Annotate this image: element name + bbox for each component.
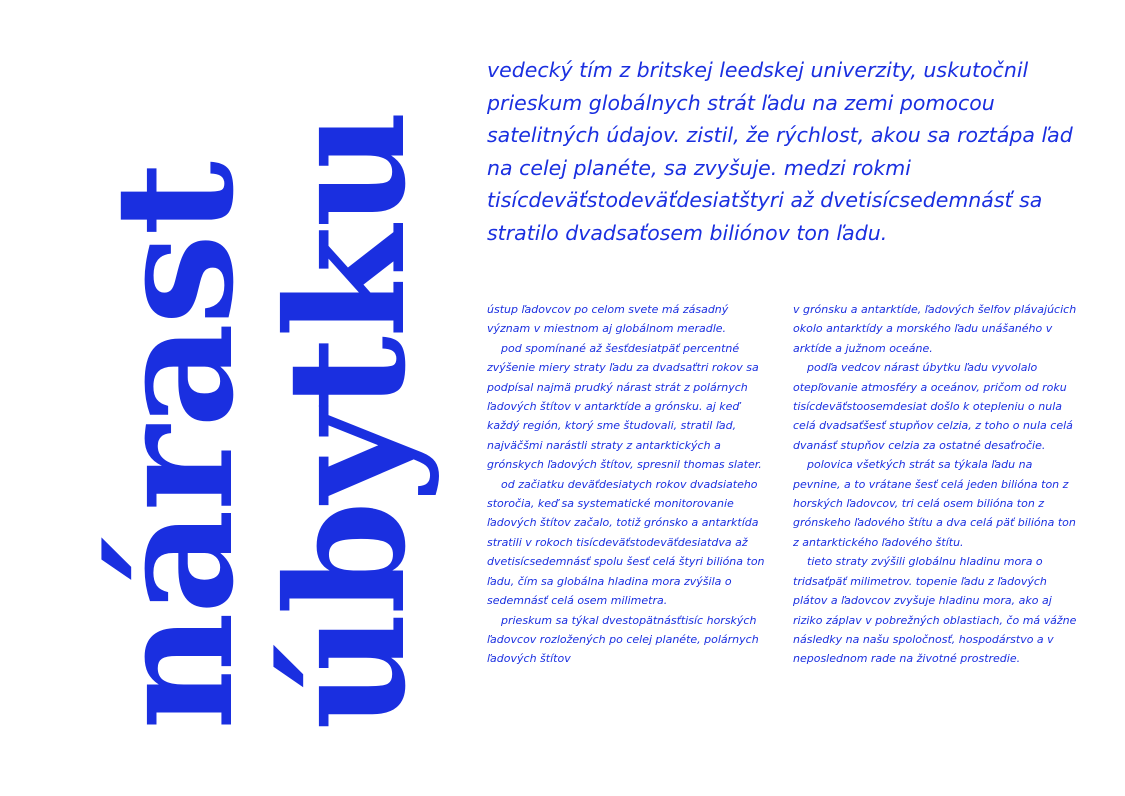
paragraph: pod spomínané až šesťdesiatpäť percentné zvýšenie miery straty ľadu za dvadsaťtri rokov sa podpísal najmä prudký nárast strát z polárnych ľadových štítov v antarktíde a grónsku. aj keď každý región, ktorý sme študovali, stratil ľad, najväčšmi narástli straty z antarktických a grónskych ľadových štítov, spresnil thomas slater. <box>487 341 762 472</box>
lead-paragraph: vedecký tím z britskej leedskej univerzity, uskutočnil prieskum globálnych strát ľadu na zemi pomocou satelitných údajov. zistil, že rýchlost, akou sa roztápa ľad na celej planéte, sa zvyšuje. medzi rokmi tisícdeväťstodeväťdesiatštyri až dvetisícsedemnásť sa stratilo dvadsaťosem biliónov ton ľadu. <box>487 58 1073 245</box>
paragraph: od začiatku deväťdesiatych rokov dvadsiateho storočia, keď sa systematické monitorovanie ľadových štítov začalo, totiž grónsko a antarktída stratili v rokoch tisícdeväťstodeväťdesiatdva až dvetisícsedemnásť spolu šesť celá štyri bilióna ton ľadu, čím sa globálna hladina mora zvýšila o sedemnásť celá osem milimetra. <box>487 477 765 608</box>
title-line-1: nárast <box>80 162 270 730</box>
body-column-right <box>793 300 1077 669</box>
title-line-2: úbytku <box>252 111 442 730</box>
paragraph: ústup ľadovcov po celom svete má zásadný význam v miestnom aj globálnom meradle. <box>487 303 729 336</box>
paragraph: v grónsku a antarktíde, ľadových šelfov plávajúcich okolo antarktídy a morského ľadu unášaného v arktíde a južnom oceáne. <box>793 303 1077 355</box>
paragraph: podľa vedcov nárast úbytku ľadu vyvolalo otepľovanie atmosféry a oceánov, pričom od roku tisícdeväťstoosemdesiat došlo k otepleniu o nula celá dvadsaťšesť stupňov celzia, z toho o nula celá dvanásť stupňov celzia za ostatné desaťročie. <box>793 361 1073 452</box>
paragraph: tieto straty zvýšili globálnu hladinu mora o tridsaťpäť milimetrov. topenie ľadu z ľadových plátov a ľadovcov zvyšuje hladinu mora, ako aj riziko záplav v pobrežných oblastiach, čo má vážne následky na našu spoločnosť, hospodárstvo a v neposlednom rade na životné prostredie. <box>793 555 1077 666</box>
paragraph: prieskum sa týkal dvestopätnásťtisíc horských ľadovcov rozložených po celej planéte, polárnych ľadových štítov <box>487 613 759 666</box>
vertical-title <box>60 40 442 760</box>
body-column-left <box>487 300 771 669</box>
paragraph: polovica všetkých strát sa týkala ľadu na pevnine, a to vrátane šesť celá jeden bilióna ton z horských ľadovcov, tri celá osem bilióna ton z grónskeho ľadového štítu a dva celá päť bilióna ton z antarktického ľadového štítu. <box>793 458 1076 549</box>
